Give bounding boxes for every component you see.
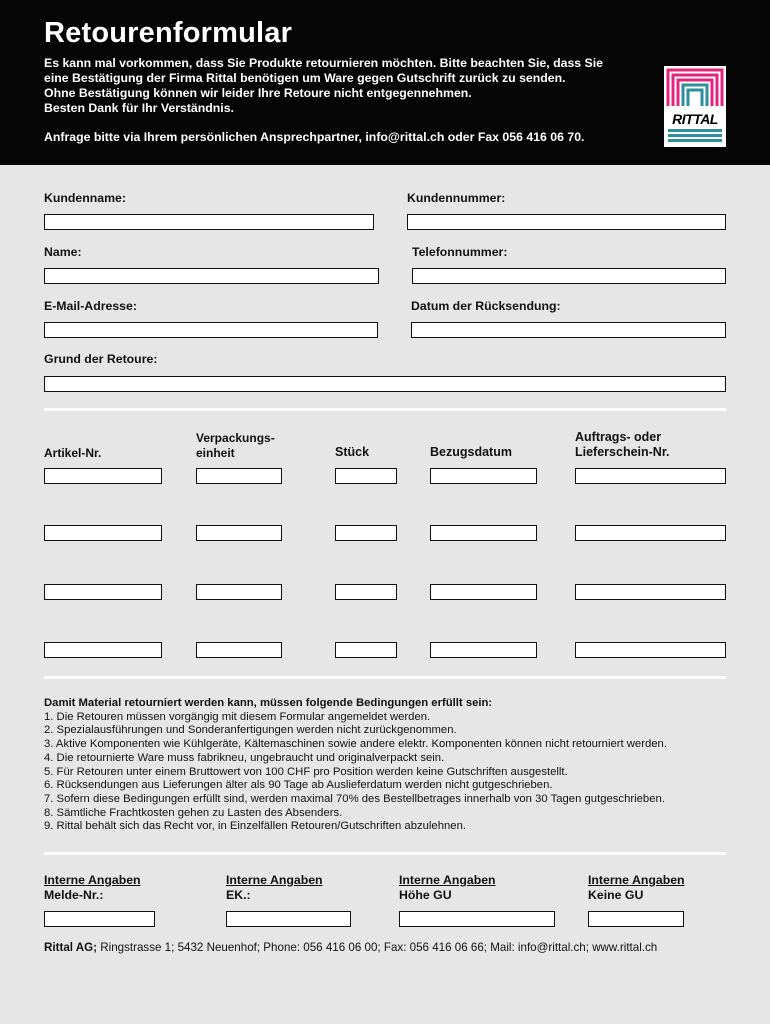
row3-bezugsdatum-field[interactable]	[430, 584, 537, 600]
row1-bezugsdatum-field[interactable]	[430, 468, 537, 484]
footer-address: Ringstrasse 1; 5432 Neuenhof; Phone: 056 416 06 00; Fax: 056 416 06 66; Mail: info@rittal.ch; www.rittal.ch	[97, 941, 658, 954]
condition-item: 2. Spezialausführungen und Sonderanfertigungen werden nicht zurückgenommen.	[44, 724, 457, 737]
row4-auftrag-field[interactable]	[575, 642, 726, 658]
grund-field[interactable]	[44, 376, 726, 392]
datum-field[interactable]	[411, 322, 726, 338]
condition-item: 5. Für Retouren unter einem Bruttowert von 100 CHF pro Position werden keine Gutschriften ausgestellt.	[44, 765, 568, 778]
email-field[interactable]	[44, 322, 378, 338]
col-verpackung	[196, 431, 275, 461]
telefon-label: Telefonnummer:	[412, 245, 508, 259]
internal-hoehe	[399, 873, 496, 903]
condition-item: 8. Sämtliche Frachtkosten gehen zu Lasten des Absenders.	[44, 806, 343, 819]
internal-hoehe-label: Höhe GU	[399, 888, 452, 902]
internal-melde-label: Melde-Nr.:	[44, 888, 104, 902]
condition-item: 3. Aktive Komponenten wie Kühlgeräte, Kältemaschinen sowie andere elektr. Komponenten können nicht retourniert werden.	[44, 738, 667, 751]
row1-auftrag-field[interactable]	[575, 468, 726, 484]
row1-artikel-field[interactable]	[44, 468, 162, 484]
footer-company: Rittal AG;	[44, 941, 98, 954]
ek-field[interactable]	[226, 911, 351, 927]
logo-wordmark: RITTAL	[672, 111, 718, 127]
condition-item: 4. Die retournierte Ware muss fabrikneu, ungebraucht und originalverpackt sein.	[44, 751, 445, 764]
kundenname-field[interactable]	[44, 214, 374, 230]
contact-text: Anfrage bitte via Ihrem persönlichen Ansprechpartner, info@rittal.ch oder Fax 056 416 06 70.	[44, 130, 585, 144]
hoehe-field[interactable]	[399, 911, 555, 927]
col-artikel: Artikel-Nr.	[44, 446, 102, 460]
intro-line: Ohne Bestätigung können wir leider Ihre Retoure nicht entgegennehmen.	[44, 86, 472, 100]
internal-heading: Interne Angaben	[226, 873, 323, 887]
col-stueck: Stück	[335, 445, 370, 459]
row4-verpackung-field[interactable]	[196, 642, 282, 658]
row2-artikel-field[interactable]	[44, 525, 162, 541]
intro-line: Es kann mal vorkommen, dass Sie Produkte retournieren möchten. Bitte beachten Sie, dass Sie	[44, 56, 604, 70]
condition-item: 1. Die Retouren müssen vorgängig mit diesem Formular angemeldet werden.	[44, 710, 431, 723]
email-label: E-Mail-Adresse:	[44, 299, 137, 313]
name-label: Name:	[44, 245, 82, 259]
condition-item: 9. Rittal behält sich das Recht vor, in Einzelfällen Retouren/Gutschriften abzulehnen.	[44, 820, 466, 833]
name-field[interactable]	[44, 268, 379, 284]
internal-ek	[226, 873, 323, 903]
rittal-logo-graphic	[664, 66, 726, 147]
intro-line: Besten Dank für Ihr Verständnis.	[44, 101, 234, 115]
col-verpackung-line: einheit	[196, 446, 235, 460]
conditions-title: Damit Material retourniert werden kann, müssen folgende Bedingungen erfüllt sein:	[44, 697, 493, 709]
internal-heading: Interne Angaben	[588, 873, 685, 887]
header-banner	[0, 0, 770, 165]
divider	[44, 852, 726, 855]
row3-artikel-field[interactable]	[44, 584, 162, 600]
condition-item: 6. Rücksendungen aus Lieferungen älter als 90 Tage ab Auslieferdatum werden nicht gutgeschrieben.	[44, 779, 553, 792]
row4-artikel-field[interactable]	[44, 642, 162, 658]
condition-item: 7. Sofern diese Bedingungen erfüllt sind, werden maximal 70% des Bestellbetrages innerhalb von 30 Tagen gutgeschrieben.	[44, 792, 665, 805]
row1-stueck-field[interactable]	[335, 468, 397, 484]
intro-text	[44, 56, 664, 116]
melde-field[interactable]	[44, 911, 155, 927]
internal-heading: Interne Angaben	[399, 873, 496, 887]
row3-auftrag-field[interactable]	[575, 584, 726, 600]
row3-stueck-field[interactable]	[335, 584, 397, 600]
intro-line: eine Bestätigung der Firma Rittal benötigen um Ware gegen Gutschrift zurück zu senden.	[44, 71, 566, 85]
form-title: Retourenformular	[44, 17, 293, 49]
row2-bezugsdatum-field[interactable]	[430, 525, 537, 541]
col-auftrag-line: Lieferschein-Nr.	[575, 445, 670, 459]
internal-heading: Interne Angaben	[44, 873, 141, 887]
divider	[44, 408, 726, 411]
row2-stueck-field[interactable]	[335, 525, 397, 541]
footer	[44, 941, 657, 954]
internal-keine	[588, 873, 685, 903]
keine-field[interactable]	[588, 911, 684, 927]
kundenname-label: Kundenname:	[44, 191, 126, 205]
row3-verpackung-field[interactable]	[196, 584, 282, 600]
col-auftrag-line: Auftrags- oder	[575, 430, 662, 444]
col-verpackung-line: Verpackungs-	[196, 431, 275, 445]
internal-melde	[44, 873, 141, 903]
rittal-logo	[664, 66, 726, 147]
internal-ek-label: EK.:	[226, 888, 251, 902]
internal-keine-label: Keine GU	[588, 888, 644, 902]
kundennummer-field[interactable]	[407, 214, 726, 230]
row4-stueck-field[interactable]	[335, 642, 397, 658]
kundennummer-label: Kundennummer:	[407, 191, 506, 205]
row2-verpackung-field[interactable]	[196, 525, 282, 541]
divider	[44, 676, 726, 679]
datum-label: Datum der Rücksendung:	[411, 299, 561, 313]
row1-verpackung-field[interactable]	[196, 468, 282, 484]
col-bezugsdatum: Bezugsdatum	[430, 445, 512, 459]
telefon-field[interactable]	[412, 268, 726, 284]
row2-auftrag-field[interactable]	[575, 525, 726, 541]
row4-bezugsdatum-field[interactable]	[430, 642, 537, 658]
col-auftrag	[575, 430, 669, 460]
conditions-block	[44, 697, 734, 834]
grund-label: Grund der Retoure:	[44, 352, 158, 366]
